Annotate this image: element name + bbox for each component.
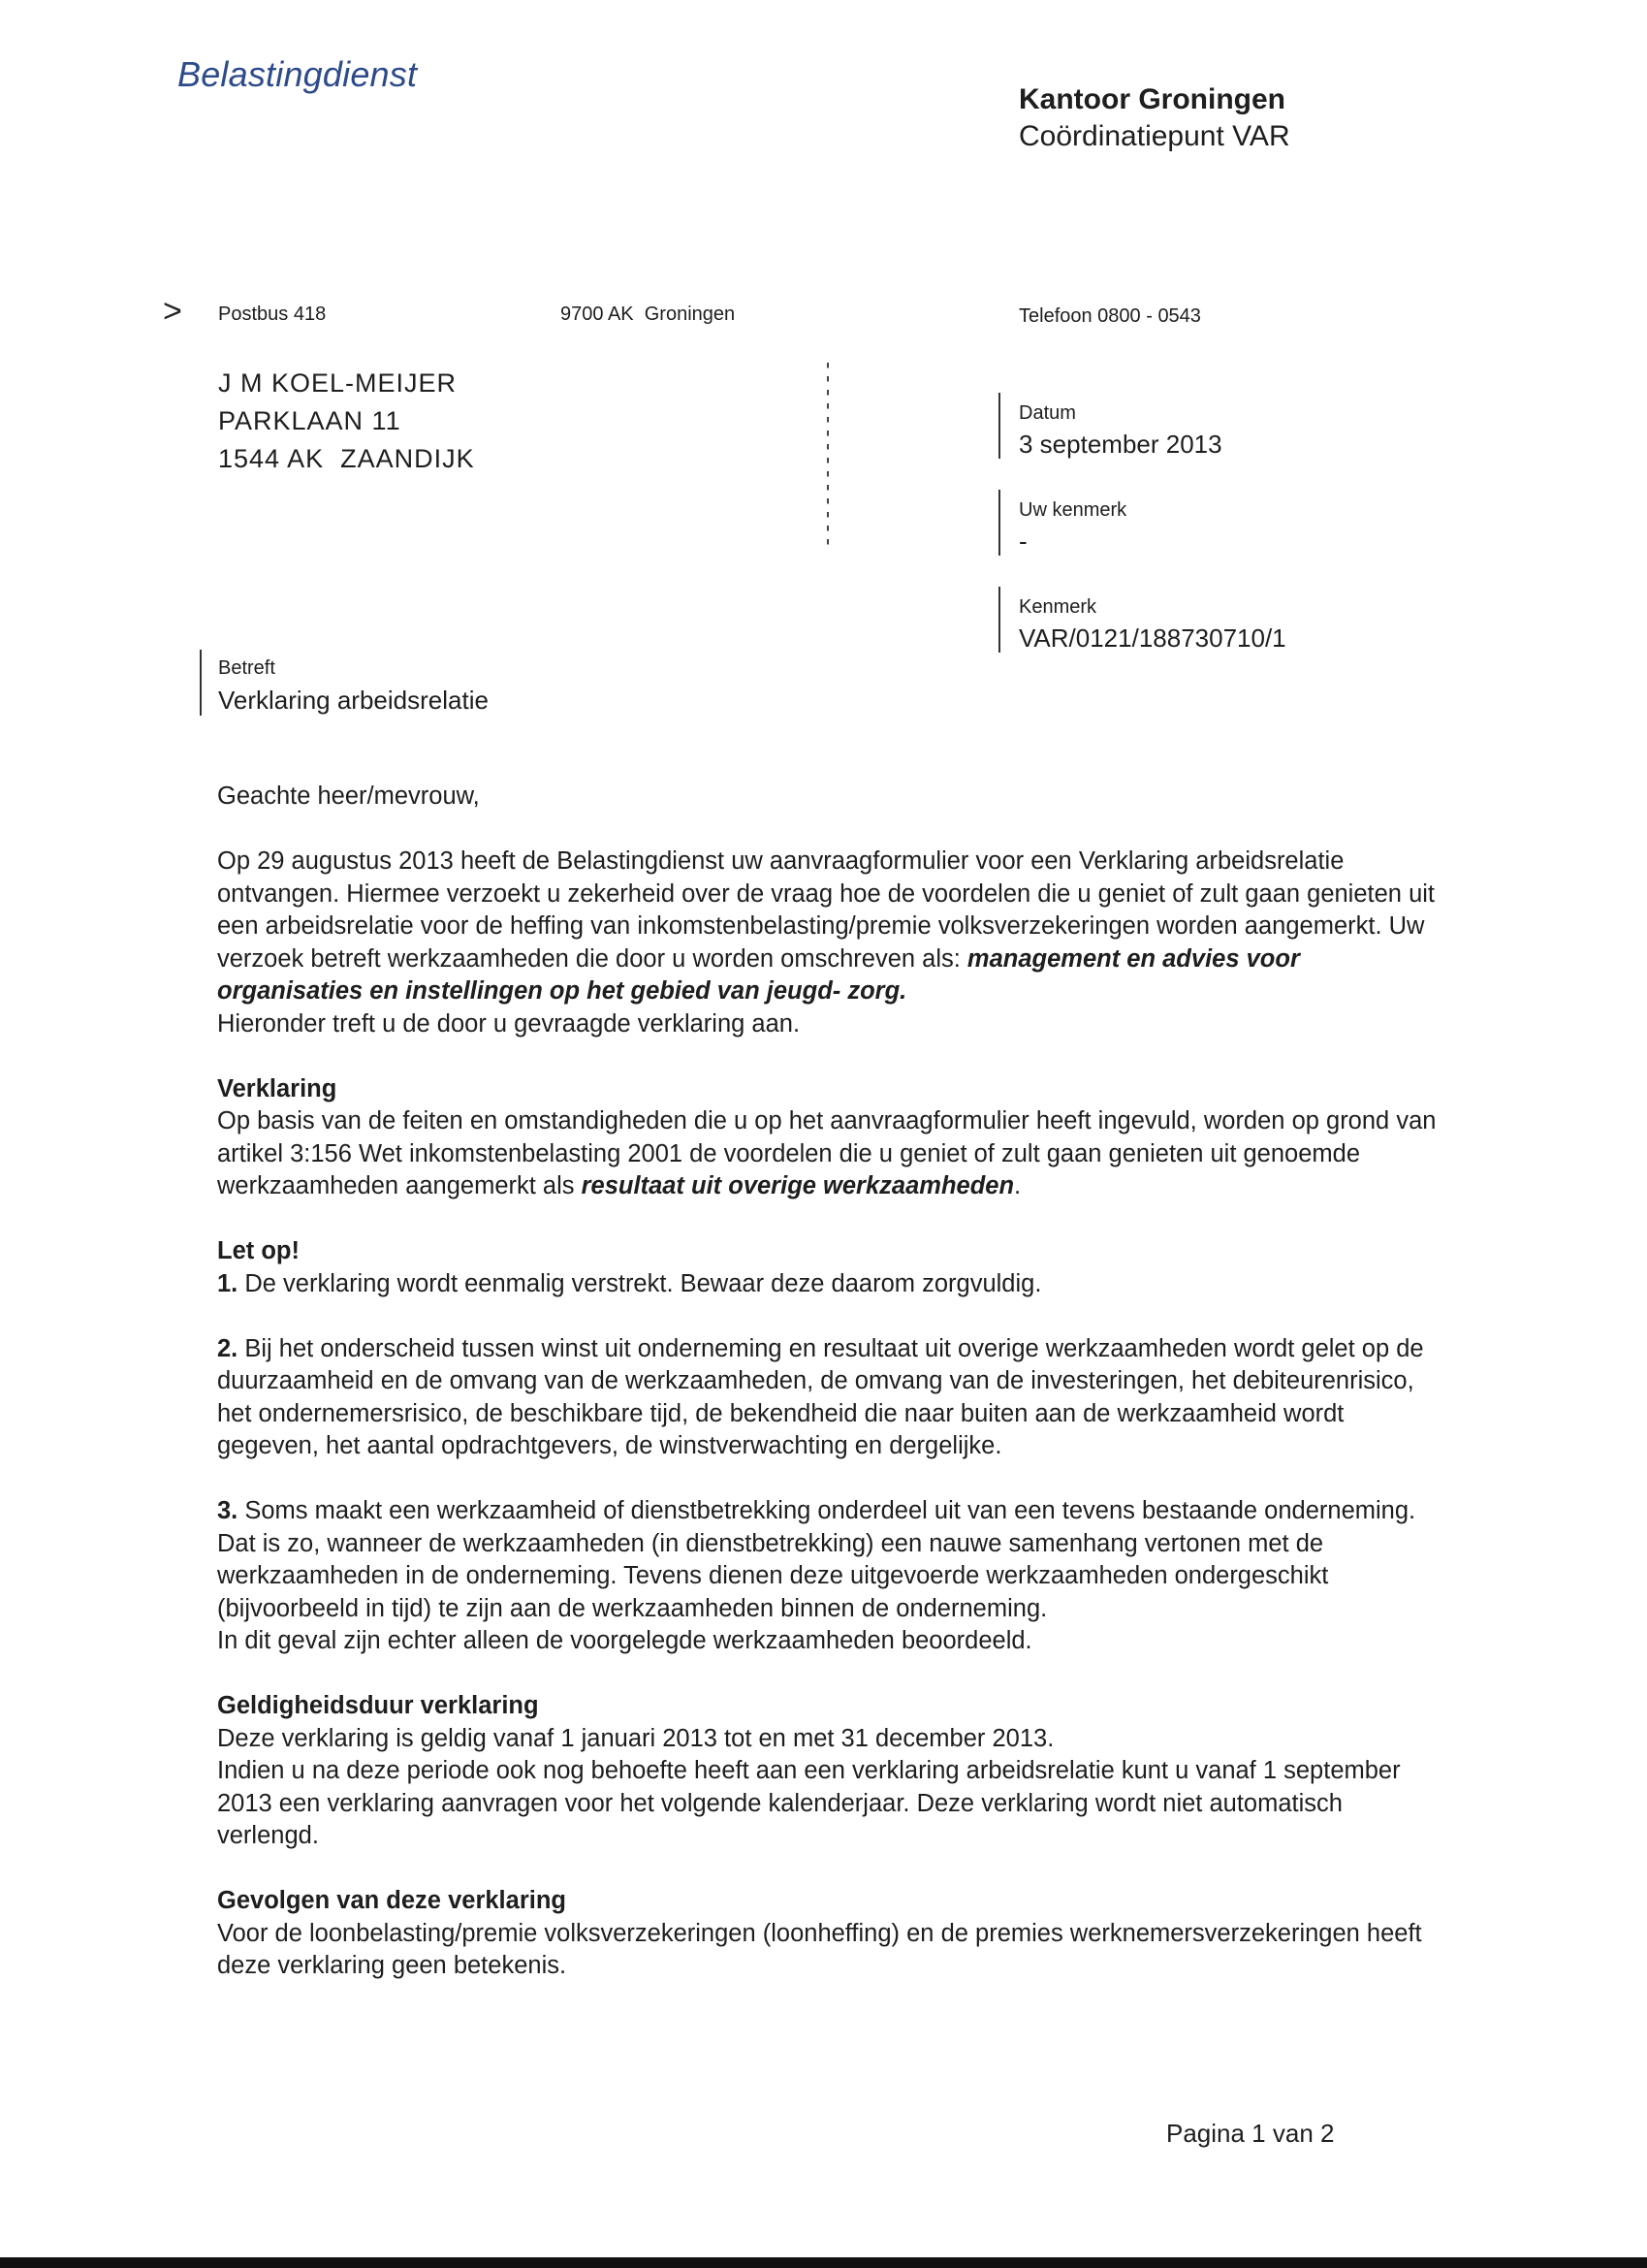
geldigheid-heading: Geldigheidsduur verklaring [217,1692,539,1719]
betreft-bar [200,650,202,716]
kenmerk-value: VAR/0121/188730710/1 [1019,623,1286,653]
datum-label: Datum [1019,402,1076,424]
scan-edge-bar [0,2257,1647,2268]
belastingdienst-logo: Belastingdienst [177,54,418,94]
intro-text: Op 29 augustus 2013 heeft de Belastingdienst uw aanvraagformulier voor een Verklaring arbeidsrelatie ontvangen. Hiermee verzoekt u zekerheid over de vraag hoe de voordelen die u geniet of zult gaan genieten uit een arbeidsrelatie voor de heffing van inkomstenbelasting/premie volksverzekeringen worden aangemerkt. Uw verzoek betreft werkzaamheden die door u worden omschreven als: [217,847,1435,973]
postbus: Postbus 418 [218,303,327,325]
verklaring-heading: Verklaring [217,1074,337,1102]
point1-number: 1. [217,1269,238,1297]
verklaring-emphasis: resultaat uit overige werkzaamheden [581,1172,1015,1199]
page-number: Pagina 1 van 2 [1166,2119,1335,2148]
intro-emphasis: management en advies voor organisaties en instellingen op het gebied van jeugd- zorg. [217,944,1300,1005]
point3-paragraph [217,1495,1439,1658]
verklaring-end: . [1014,1172,1022,1199]
point3-after: In dit geval zijn echter alleen de voorgelegde werkzaamheden beoordeeld. [217,1627,1032,1654]
recipient-address [218,365,475,478]
office-subtitle: Coördinatiepunt VAR [1019,120,1290,152]
telefoon: Telefoon 0800 - 0543 [1019,305,1201,327]
return-postcode: 9700 AK Groningen [560,303,736,325]
salutation: Geachte heer/mevrouw, [217,783,480,810]
recipient-city: 1544 AK ZAANDIJK [218,444,475,473]
point2-number: 2. [217,1334,238,1362]
geldigheid-line1: Deze verklaring is geldig vanaf 1 januari 2013 tot en met 31 december 2013. [217,1724,1055,1752]
point2-paragraph [217,1333,1439,1463]
fold-marks-divider [827,363,829,547]
datum-bar [998,393,1000,459]
recipient-street: PARKLAAN 11 [218,406,401,435]
uw-kenmerk-value: - [1019,527,1028,556]
betreft-label: Betreft [218,657,275,679]
return-address-arrow-icon: > [163,293,182,330]
point2-text: Bij het onderscheid tussen winst uit onderneming en resultaat uit overige werkzaamheden wordt gelet op de duurzaamheid en de omvang van de werkzaamheden, de omvang van de investeringen, het debiteurenrisico, het ondernemersrisico, de beschikbare tijd, de bekendheid die naar buiten aan de werkzaamheid wordt gegeven, het aantal opdrachtgevers, de winstverwachting en dergelijke. [217,1334,1424,1459]
geldigheid-section [217,1690,1439,1853]
geldigheid-line2: Indien u na deze periode ook nog behoefte heeft aan een verklaring arbeidsrelatie kunt u vanaf 1 september 2013 een verklaring aanvragen voor het volgende kalenderjaar. Deze verklaring wordt niet automatisch verlengd. [217,1757,1401,1849]
verklaring-text: Op basis van de feiten en omstandigheden die u op het aanvraagformulier heeft ingevuld, worden op grond van artikel 3:156 Wet inkomstenbelasting 2001 de voordelen die u geniet of zult gaan genieten uit genoemde werkzaamheden aangemerkt als [217,1107,1437,1199]
datum-value: 3 september 2013 [1019,430,1222,459]
gevolgen-text: Voor de loonbelasting/premie volksverzekeringen (loonheffing) en de premies werknemersverzekeringen heeft deze verklaring geen betekenis. [217,1919,1422,1979]
office-name: Kantoor Groningen [1019,83,1285,115]
betreft-value: Verklaring arbeidsrelatie [218,686,489,715]
recipient-name: J M KOEL-MEIJER [218,368,458,398]
letop-heading: Let op! [217,1237,300,1264]
intro-after: Hieronder treft u de door u gevraagde verklaring aan. [217,1009,801,1038]
letop-section [217,1235,1439,1300]
point3-text: Soms maakt een werkzaamheid of dienstbetrekking onderdeel uit van een tevens bestaande onderneming. Dat is zo, wanneer de werkzaamheden (in dienstbetrekking) een nauwe samenhang vertonen met de werkzaamheden in de onderneming. Tevens dienen deze uitgevoerde werkzaamheden ondergeschikt (bijvoorbeeld in tijd) te zijn aan de werkzaamheden binnen de onderneming. [217,1497,1416,1622]
intro-paragraph [217,846,1439,1040]
uw-kenmerk-bar [998,490,1000,556]
point1-text: De verklaring wordt eenmalig verstrekt. Bewaar deze daarom zorgvuldig. [238,1269,1042,1297]
kenmerk-bar [998,587,1000,653]
gevolgen-section [217,1885,1439,1983]
gevolgen-heading: Gevolgen van deze verklaring [217,1887,566,1914]
point3-number: 3. [217,1497,238,1524]
uw-kenmerk-label: Uw kenmerk [1019,499,1127,521]
kenmerk-label: Kenmerk [1019,596,1097,618]
verklaring-section [217,1073,1439,1203]
letter-body [217,781,1439,2015]
